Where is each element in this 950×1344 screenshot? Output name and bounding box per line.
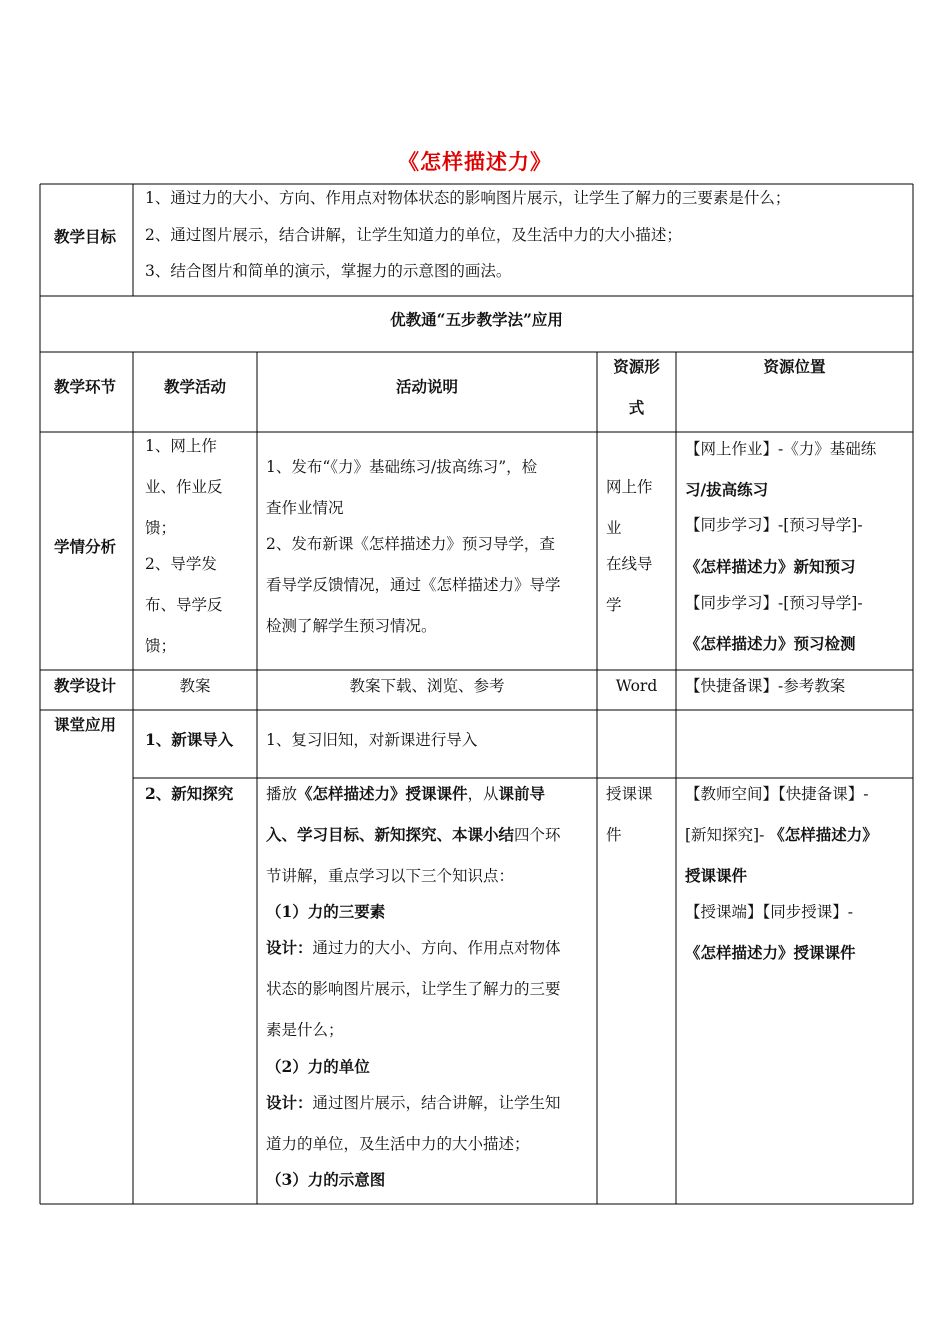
- explore-location-2: [新知探究]- 《怎样描述力》: [685, 825, 878, 844]
- explore-desc-line-2: 入、学习目标、新知探究、本课小结四个环: [266, 825, 561, 844]
- analysis-type-2: 业: [606, 519, 622, 537]
- header-description: 活动说明: [395, 377, 458, 396]
- goal-line-1: 1、通过力的大小、方向、作用点对物体状态的影响图片展示，让学生了解力的三要素是什么；: [145, 189, 791, 207]
- explore-type-2: 件: [606, 826, 622, 844]
- analysis-desc-5: 检测了解学生预习情况。: [266, 617, 437, 635]
- explore-location-5: 《怎样描述力》授课课件: [685, 943, 856, 962]
- explore-type-1: 授课课: [606, 785, 653, 803]
- goal-line-3: 3、结合图片和简单的演示，掌握力的示意图的画法。: [145, 262, 512, 280]
- design-note-2-line-2: 道力的单位，及生活中力的大小描述；: [266, 1135, 530, 1153]
- analysis-desc-2: 查作业情况: [266, 499, 344, 517]
- design-description: 教案下载、浏览、参考: [349, 677, 505, 695]
- design-location: 【快捷备课】-参考教案: [685, 677, 846, 695]
- explore-activity: 2、新知探究: [145, 784, 234, 803]
- analysis-desc-1: 1、发布“《力》基础练习/拔高练习”，检: [266, 458, 538, 476]
- knowledge-point-2: （2）力的单位: [266, 1057, 370, 1076]
- analysis-location-6: 《怎样描述力》预习检测: [685, 634, 856, 653]
- analysis-location-1: 【网上作业】-《力》基础练: [685, 440, 877, 458]
- analysis-activity-6: 馈；: [145, 637, 177, 655]
- analysis-type-4: 学: [606, 596, 622, 614]
- knowledge-point-1: （1）力的三要素: [266, 902, 386, 921]
- design-resource-type: Word: [615, 677, 658, 695]
- analysis-location-2: 习/拔高练习: [685, 480, 769, 499]
- document-title: 《怎样描述力》: [398, 149, 552, 174]
- analysis-activity-2: 业、作业反: [145, 478, 223, 496]
- explore-location-3: 授课课件: [685, 866, 748, 885]
- analysis-location-4: 《怎样描述力》新知预习: [685, 557, 856, 576]
- design-note-2-line-1: 设计：通过图片展示，结合讲解，让学生知: [266, 1093, 561, 1112]
- analysis-type-1: 网上作: [606, 478, 653, 496]
- explore-desc-line-1: 播放《怎样描述力》授课课件，从课前导: [266, 784, 546, 803]
- header-resource-type-1: 资源形: [613, 357, 660, 376]
- analysis-location-3: 【同步学习】-[预习导学]-: [685, 516, 863, 534]
- analysis-activity-1: 1、网上作: [145, 437, 217, 455]
- analysis-activity-5: 布、导学反: [145, 596, 223, 614]
- explore-location-4: 【授课端】【同步授课】-: [685, 903, 853, 921]
- header-resource-location: 资源位置: [763, 357, 826, 376]
- design-note-1-line-1: 设计：通过力的大小、方向、作用点对物体: [266, 938, 561, 957]
- goals-label: 教学目标: [54, 227, 117, 246]
- explore-desc-line-3: 节讲解，重点学习以下三个知识点：: [266, 867, 515, 885]
- header-stage: 教学环节: [54, 377, 117, 396]
- design-note-1-line-2: 状态的影响图片展示，让学生了解力的三要: [266, 980, 561, 998]
- analysis-location-5: 【同步学习】-[预习导学]-: [685, 594, 863, 612]
- knowledge-point-3: （3）力的示意图: [266, 1170, 386, 1189]
- intro-description: 1、复习旧知，对新课进行导入: [266, 731, 478, 749]
- analysis-activity-4: 2、导学发: [145, 555, 217, 573]
- analysis-stage: 学情分析: [54, 537, 117, 556]
- design-stage: 教学设计: [54, 676, 117, 695]
- analysis-activity-3: 馈；: [145, 519, 177, 537]
- header-activity: 教学活动: [163, 377, 226, 396]
- analysis-type-3: 在线导: [606, 555, 653, 573]
- analysis-desc-3: 2、发布新课《怎样描述力》预习导学，查: [266, 535, 555, 553]
- explore-location-1: 【教师空间】【快捷备课】-: [685, 785, 869, 803]
- design-note-1-line-3: 素是什么；: [266, 1021, 344, 1039]
- classroom-stage: 课堂应用: [54, 715, 117, 734]
- intro-activity: 1、新课导入: [145, 730, 234, 749]
- goal-line-2: 2、通过图片展示，结合讲解，让学生知道力的单位，及生活中力的大小描述；: [145, 226, 682, 244]
- analysis-desc-4: 看导学反馈情况，通过《怎样描述力》导学: [266, 576, 561, 594]
- method-banner: 优教通“五步教学法”应用: [390, 310, 563, 329]
- header-resource-type-2: 式: [628, 398, 645, 417]
- design-activity: 教案: [179, 677, 211, 695]
